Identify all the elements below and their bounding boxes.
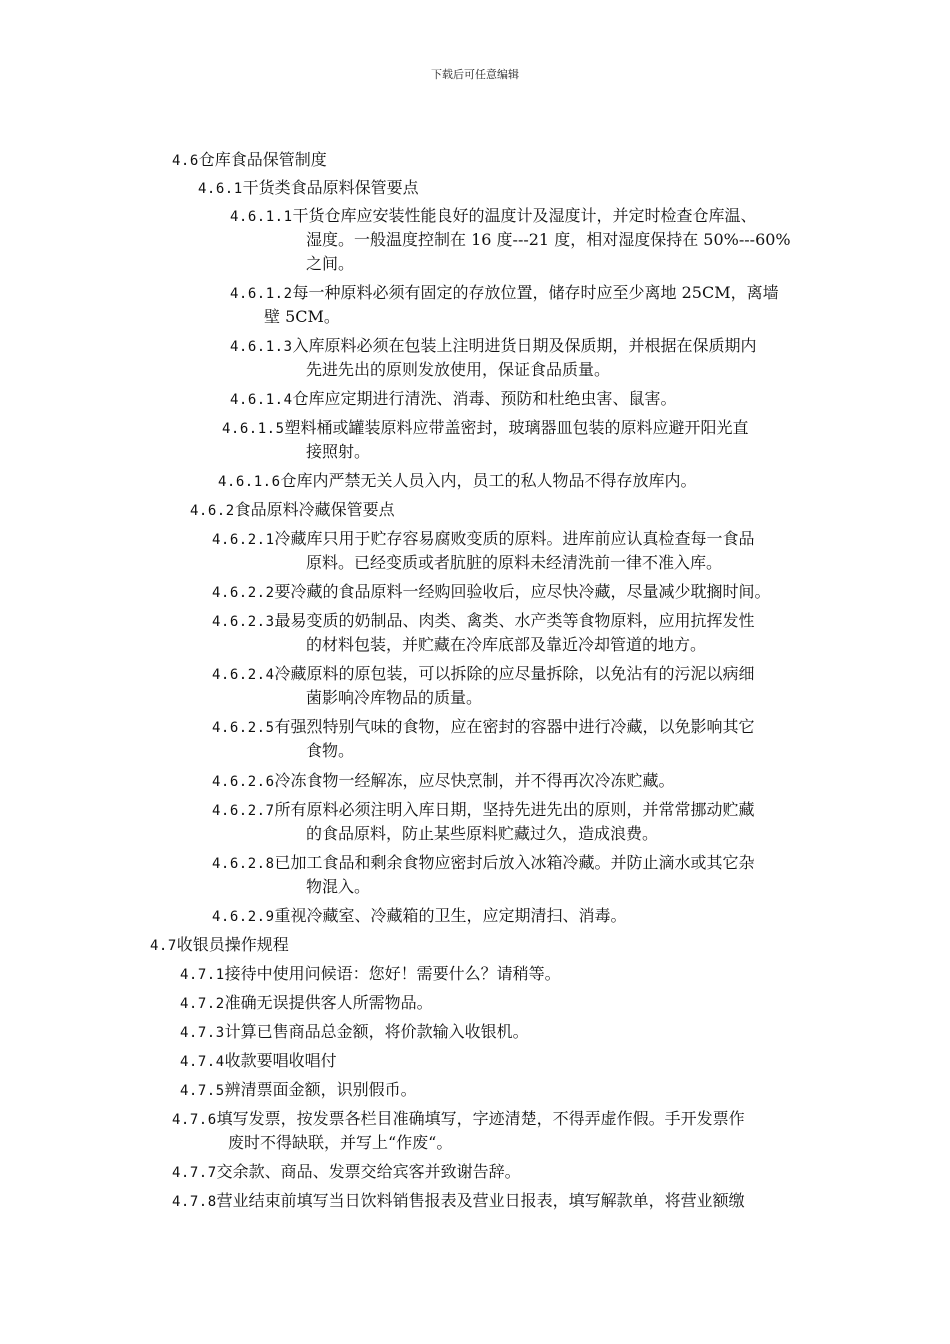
section-line xyxy=(212,800,755,821)
section-number: 4.6.1.2 xyxy=(230,286,293,302)
section-line xyxy=(180,1051,337,1072)
section-line xyxy=(212,717,755,738)
section-text: 冷藏原料的原包装，可以拆除的应尽量拆除，以免沾有的污泥以病细 xyxy=(274,664,755,683)
section-text: 交余款、商品、发票交给宾客并致谢告辞。 xyxy=(216,1162,521,1181)
section-line xyxy=(212,582,771,603)
section-text: 食物。 xyxy=(306,741,355,760)
section-line xyxy=(230,389,677,410)
section-line xyxy=(180,1080,417,1101)
section-number: 4.6.2.8 xyxy=(212,856,275,872)
section-text: 之间。 xyxy=(306,254,355,273)
section-text: 计算已售商品总金额，将价款输入收银机。 xyxy=(224,1022,529,1041)
continuation-line xyxy=(306,442,370,462)
section-text: 准确无误提供客人所需物品。 xyxy=(224,993,433,1012)
section-line xyxy=(212,771,675,792)
section-number: 4.6.2.6 xyxy=(212,774,275,790)
section-line xyxy=(218,471,697,492)
section-text: 仓库应定期进行清洗、消毒、预防和杜绝虫害、鼠害。 xyxy=(292,389,677,408)
section-line xyxy=(172,150,327,171)
continuation-line xyxy=(264,307,340,327)
continuation-line xyxy=(306,230,791,250)
section-text: 干货类食品原料保管要点 xyxy=(242,178,419,197)
section-number: 4.7.4 xyxy=(180,1054,225,1070)
section-text: 食品原料冷藏保管要点 xyxy=(234,500,395,519)
continuation-line xyxy=(306,688,482,708)
section-text: 菌影响冷库物品的质量。 xyxy=(306,688,483,707)
section-text: 冷藏库只用于贮存容易腐败变质的原料。进库前应认真检查每一食品 xyxy=(274,529,755,548)
section-line xyxy=(212,906,627,927)
section-text: 塑料桶或罐装原料应带盖密封，玻璃器皿包装的原料应避开阳光直 xyxy=(284,418,749,437)
section-text: 重视冷藏室、冷藏箱的卫生，应定期清扫、消毒。 xyxy=(274,906,627,925)
section-line xyxy=(230,283,779,304)
section-line xyxy=(180,1022,529,1043)
continuation-line xyxy=(306,741,354,761)
section-number: 4.7.2 xyxy=(180,996,225,1012)
section-text: 每一种原料必须有固定的存放位置，储存时应至少离地 25CM，离墙 xyxy=(292,283,779,302)
section-number: 4.6.1.3 xyxy=(230,339,293,355)
section-number: 4.7.7 xyxy=(172,1165,217,1181)
section-text: 营业结束前填写当日饮料销售报表及营业日报表，填写解款单，将营业额缴 xyxy=(216,1191,745,1210)
continuation-line xyxy=(306,254,354,274)
section-line xyxy=(212,853,755,874)
section-line xyxy=(230,336,757,357)
section-text: 入库原料必须在包装上注明进货日期及保质期，并根据在保质期内 xyxy=(292,336,757,355)
section-number: 4.6.2.1 xyxy=(212,532,275,548)
section-line xyxy=(222,418,749,439)
section-text: 所有原料必须注明入库日期，坚持先进先出的原则，并常常挪动贮藏 xyxy=(274,800,755,819)
section-number: 4.6.1 xyxy=(198,181,243,197)
continuation-line xyxy=(306,635,706,655)
section-text: 壁 5CM。 xyxy=(264,307,340,326)
section-line xyxy=(212,529,755,550)
section-number: 4.7.6 xyxy=(172,1112,217,1128)
section-number: 4.6.2.7 xyxy=(212,803,275,819)
section-number: 4.6.2.9 xyxy=(212,909,275,925)
page-header: 下载后可任意编辑 xyxy=(431,68,519,81)
section-text: 冷冻食物一经解冻，应尽快烹制，并不得再次冷冻贮藏。 xyxy=(274,771,675,790)
continuation-line xyxy=(306,824,658,844)
section-number: 4.6.1.6 xyxy=(218,474,281,490)
section-text: 仓库食品保管制度 xyxy=(198,150,327,169)
section-text: 湿度。一般温度控制在 16 度---21 度，相对湿度保持在 50%---60% xyxy=(306,230,791,249)
section-number: 4.6.2.3 xyxy=(212,614,275,630)
section-number: 4.7.5 xyxy=(180,1083,225,1099)
section-line xyxy=(180,993,433,1014)
section-line xyxy=(172,1162,521,1183)
section-line xyxy=(172,1109,745,1130)
section-number: 4.7.8 xyxy=(172,1194,217,1210)
continuation-line xyxy=(306,553,722,573)
section-text: 的食品原料，防止某些原料贮藏过久，造成浪费。 xyxy=(306,824,659,843)
section-number: 4.6.2.5 xyxy=(212,720,275,736)
section-text: 物混入。 xyxy=(306,877,371,896)
section-number: 4.6.1.5 xyxy=(222,421,285,437)
section-number: 4.6.1.1 xyxy=(230,209,293,225)
section-text: 的材料包装，并贮藏在冷库底部及靠近冷却管道的地方。 xyxy=(306,635,707,654)
section-line xyxy=(190,500,395,521)
section-line xyxy=(198,178,419,199)
section-number: 4.6.2 xyxy=(190,503,235,519)
section-text: 最易变质的奶制品、肉类、禽类、水产类等食物原料，应用抗挥发性 xyxy=(274,611,755,630)
section-number: 4.6.2.4 xyxy=(212,667,275,683)
section-text: 废时不得缺联，并写上“作废“。 xyxy=(228,1133,453,1152)
section-text: 收银员操作规程 xyxy=(176,935,289,954)
continuation-line xyxy=(306,877,370,897)
continuation-line xyxy=(306,360,610,380)
section-line xyxy=(230,206,757,227)
section-text: 原料。已经变质或者肮脏的原料未经清洗前一律不准入库。 xyxy=(306,553,723,572)
section-number: 4.6.1.4 xyxy=(230,392,293,408)
section-line xyxy=(172,1191,745,1212)
section-number: 4.7 xyxy=(150,938,177,954)
section-text: 收款要唱收唱付 xyxy=(224,1051,337,1070)
section-number: 4.7.1 xyxy=(180,967,225,983)
section-line xyxy=(150,935,289,956)
continuation-line xyxy=(228,1133,452,1153)
section-text: 已加工食品和剩余食物应密封后放入冰箱冷藏。并防止滴水或其它杂 xyxy=(274,853,755,872)
section-text: 干货仓库应安装性能良好的温度计及湿度计，并定时检查仓库温、 xyxy=(292,206,757,225)
section-text: 先进先出的原则发放使用，保证食品质量。 xyxy=(306,360,611,379)
section-text: 辨清票面金额，识别假币。 xyxy=(224,1080,417,1099)
section-line xyxy=(180,964,561,985)
section-number: 4.7.3 xyxy=(180,1025,225,1041)
section-line xyxy=(212,611,755,632)
section-text: 要冷藏的食品原料一经购回验收后，应尽快冷藏，尽量减少耽搁时间。 xyxy=(274,582,771,601)
section-number: 4.6 xyxy=(172,153,199,169)
section-text: 有强烈特别气味的食物，应在密封的容器中进行冷藏，以免影响其它 xyxy=(274,717,755,736)
section-line xyxy=(212,664,755,685)
section-text: 接待中使用问候语：您好！需要什么？请稍等。 xyxy=(224,964,561,983)
section-text: 填写发票，按发票各栏目准确填写，字迹清楚，不得弄虚作假。手开发票作 xyxy=(216,1109,745,1128)
section-number: 4.6.2.2 xyxy=(212,585,275,601)
section-text: 接照射。 xyxy=(306,442,371,461)
section-text: 仓库内严禁无关人员入内，员工的私人物品不得存放库内。 xyxy=(280,471,697,490)
